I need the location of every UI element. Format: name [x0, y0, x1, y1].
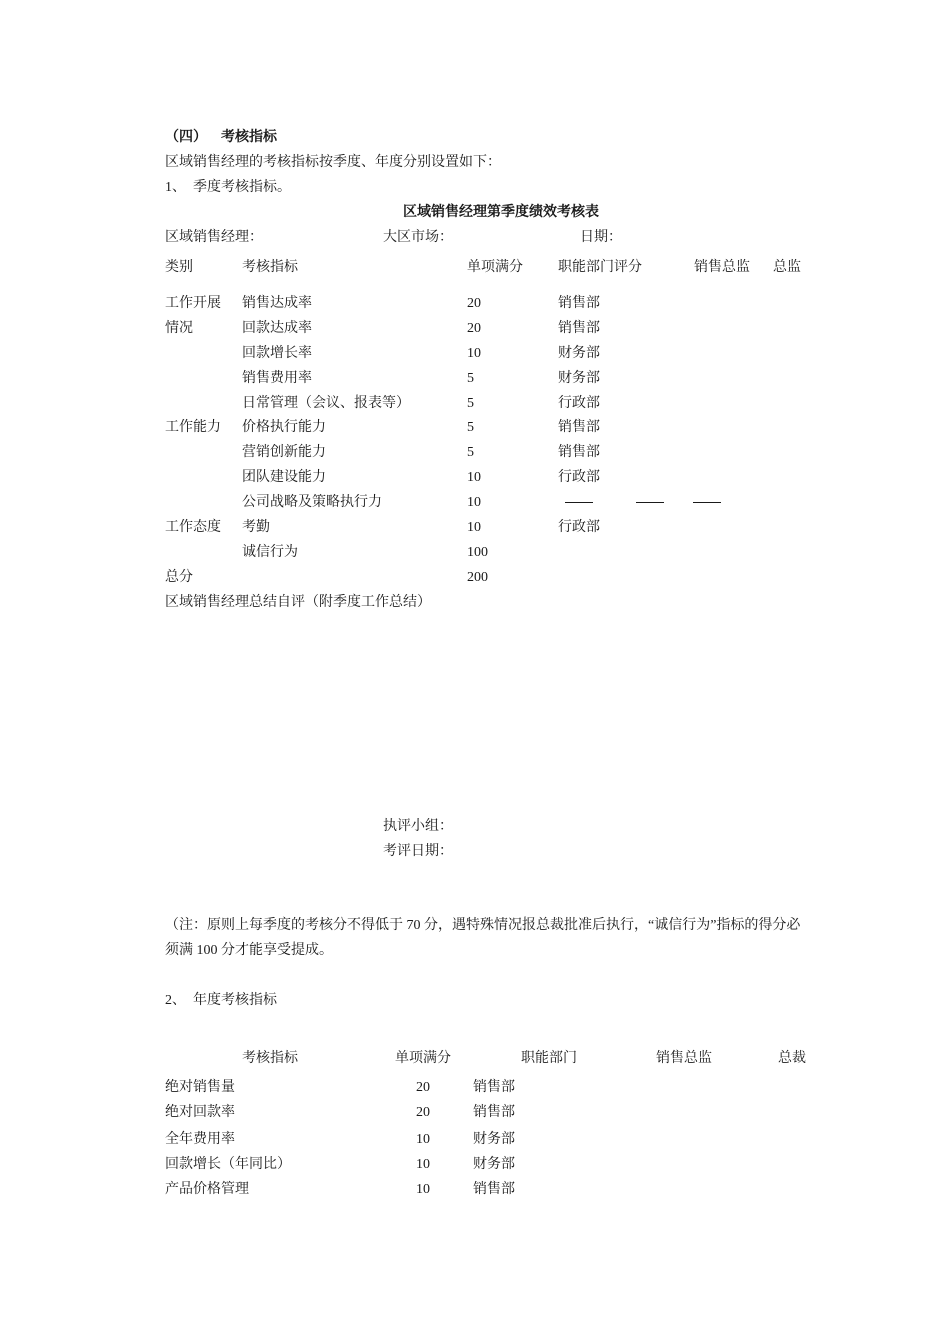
annual-row-indicator: 绝对回款率	[165, 1105, 235, 1120]
annual-row-dept: 销售部	[473, 1105, 515, 1120]
item-2-label: 2、 年度考核指标	[165, 993, 277, 1008]
total-score: 200	[467, 570, 488, 585]
row-score: 5	[467, 420, 474, 435]
row-indicator: 公司战略及策略执行力	[242, 495, 382, 510]
header-director: 总监	[773, 260, 801, 275]
row-indicator: 考勤	[242, 520, 270, 535]
row-indicator: 诚信行为	[242, 545, 298, 560]
row-dept: 财务部	[558, 371, 600, 386]
annual-header-president: 总裁	[778, 1051, 806, 1066]
row-dept: 行政部	[558, 396, 600, 411]
category-ability: 工作能力	[165, 420, 221, 435]
annual-row-indicator: 绝对销售量	[165, 1080, 235, 1095]
header-dept-score: 职能部门评分	[558, 260, 642, 275]
row-dept: 财务部	[558, 346, 600, 361]
item-1-label: 1、 季度考核指标。	[165, 180, 291, 195]
annual-row-score: 20	[416, 1080, 430, 1095]
category-work-progress-cont: 情况	[165, 321, 193, 336]
row-indicator: 销售费用率	[242, 371, 312, 386]
note-line-1: （注：原则上每季度的考核分不得低于 70 分，遇特殊情况报总裁批准后执行，“诚信行为”指标的得分必	[165, 918, 801, 933]
meta-manager: 区域销售经理：	[165, 230, 263, 245]
row-indicator: 团队建设能力	[242, 470, 326, 485]
self-evaluation-label: 区域销售经理总结自评（附季度工作总结）	[165, 595, 431, 610]
review-date-label: 考评日期：	[383, 844, 453, 859]
intro-text: 区域销售经理的考核指标按季度、年度分别设置如下：	[165, 155, 501, 170]
header-full-score: 单项满分	[467, 260, 523, 275]
header-indicator: 考核指标	[242, 260, 298, 275]
row-dept: 销售部	[558, 445, 600, 460]
annual-header-dept: 职能部门	[521, 1051, 577, 1066]
row-score: 10	[467, 470, 481, 485]
header-category: 类别	[165, 260, 193, 275]
section-heading-number: （四）	[165, 130, 207, 145]
note-line-2: 须满 100 分才能享受提成。	[165, 943, 333, 958]
row-indicator: 回款达成率	[242, 321, 312, 336]
row-score: 20	[467, 321, 481, 336]
row-score: 20	[467, 296, 481, 311]
row-dept: 销售部	[558, 420, 600, 435]
row-indicator: 日常管理（会议、报表等）	[242, 396, 410, 411]
annual-header-indicator: 考核指标	[242, 1051, 298, 1066]
annual-row-dept: 财务部	[473, 1157, 515, 1172]
annual-row-score: 20	[416, 1105, 430, 1120]
na-dash-director	[693, 502, 721, 503]
quarterly-table-title: 区域销售经理第季度绩效考核表	[403, 205, 599, 220]
annual-row-dept: 财务部	[473, 1132, 515, 1147]
section-heading-title: 考核指标	[221, 130, 277, 145]
row-score: 10	[467, 495, 481, 510]
category-total: 总分	[165, 570, 193, 585]
annual-row-dept: 销售部	[473, 1182, 515, 1197]
annual-row-indicator: 全年费用率	[165, 1132, 235, 1147]
annual-header-full-score: 单项满分	[395, 1051, 451, 1066]
row-score: 5	[467, 396, 474, 411]
na-dash-sales-director	[636, 502, 664, 503]
row-dept: 行政部	[558, 470, 600, 485]
category-work-progress: 工作开展	[165, 296, 221, 311]
meta-date: 日期：	[580, 230, 622, 245]
row-score: 10	[467, 520, 481, 535]
row-indicator: 价格执行能力	[242, 420, 326, 435]
meta-region: 大区市场：	[383, 230, 453, 245]
annual-row-score: 10	[416, 1132, 430, 1147]
annual-row-score: 10	[416, 1157, 430, 1172]
category-attitude: 工作态度	[165, 520, 221, 535]
row-dept: 销售部	[558, 321, 600, 336]
annual-row-score: 10	[416, 1182, 430, 1197]
row-indicator: 销售达成率	[242, 296, 312, 311]
row-score: 100	[467, 545, 488, 560]
na-dash-dept	[565, 502, 593, 503]
annual-row-indicator: 产品价格管理	[165, 1182, 249, 1197]
row-dept: 销售部	[558, 296, 600, 311]
annual-row-indicator: 回款增长（年同比）	[165, 1157, 291, 1172]
row-score: 5	[467, 371, 474, 386]
review-panel-label: 执评小组：	[383, 819, 453, 834]
row-dept: 行政部	[558, 520, 600, 535]
row-score: 5	[467, 445, 474, 460]
row-indicator: 营销创新能力	[242, 445, 326, 460]
annual-row-dept: 销售部	[473, 1080, 515, 1095]
header-sales-director: 销售总监	[694, 260, 750, 275]
row-score: 10	[467, 346, 481, 361]
row-indicator: 回款增长率	[242, 346, 312, 361]
annual-header-sales-director: 销售总监	[656, 1051, 712, 1066]
